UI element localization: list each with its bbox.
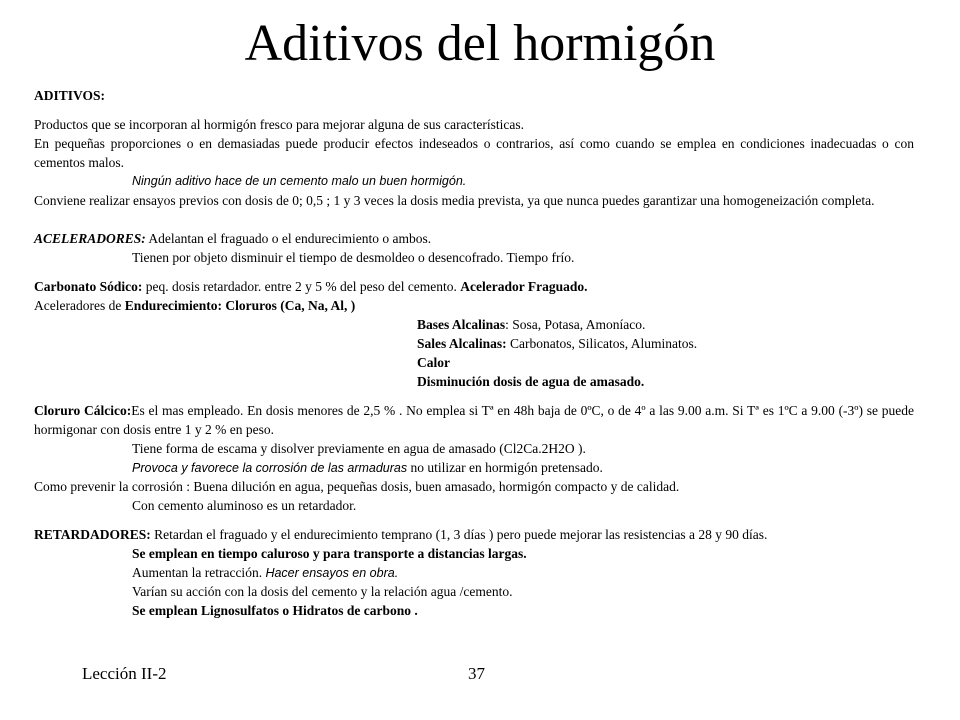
cloruro-prevenir: Como prevenir la corrosión : Buena dilución en agua, pequeñas dosis, buen amasado, hormigón compacto y de calidad. — [34, 479, 680, 494]
list-item-label: Calor — [417, 355, 450, 370]
page-number: 37 — [468, 664, 485, 683]
retardadores-label: RETARDADORES: — [34, 527, 151, 542]
retardadores-sub-3: Varían su acción con la dosis del cemento y la relación agua /cemento. — [132, 584, 513, 599]
cloruro-sub-3: Con cemento aluminoso es un retardador. — [132, 498, 357, 513]
list-item-label: Disminución dosis de agua de amasado. — [417, 374, 645, 389]
cloruro-sub-2-italic: Provoca y favorece la corrosión de las armaduras — [132, 461, 408, 475]
carbonato-label: Carbonato Sódico: — [34, 279, 143, 294]
list-item — [34, 372, 914, 391]
slide-content — [34, 86, 914, 620]
list-item — [34, 315, 914, 334]
aditivos-heading: ADITIVOS: — [34, 88, 105, 103]
list-item — [34, 334, 914, 353]
aceleradores-text: Adelantan el fraguado o el endurecimiento o ambos. — [145, 231, 432, 246]
retardadores-sub-2-italic: Hacer ensayos en obra. — [265, 566, 399, 580]
aceleradores-label: ACELERADORES: — [34, 231, 146, 246]
retardadores-sub-2 — [34, 563, 914, 582]
retardadores-text: Retardan el fraguado y el endurecimiento temprano (1, 3 días ) pero puede mejorar las resistencias a 28 y 90 días. — [150, 527, 768, 542]
endurecimiento-line — [34, 296, 914, 315]
cloruro-sub-1: Tiene forma de escama y disolver previamente en agua de amasado (Cl2Ca.2H2O ). — [132, 441, 586, 456]
list-item-text: : Sosa, Potasa, Amoníaco. — [505, 317, 646, 332]
aditivos-paragraph-3: Conviene realizar ensayos previos con dosis de 0; 0,5 ; 1 y 3 veces la dosis media prevista, ya que nunca puedes garantizar una homogeneización completa. — [34, 193, 875, 208]
list-item-label: Bases Alcalinas — [417, 317, 506, 332]
list-item-label: Sales Alcalinas: — [417, 336, 507, 351]
cloruro-sub-2 — [34, 458, 914, 477]
aceleradores-sub: Tienen por objeto disminuir el tiempo de desmoldeo o desencofrado. Tiempo frío. — [132, 250, 575, 265]
aditivos-paragraph-1: Productos que se incorporan al hormigón fresco para mejorar alguna de sus características. — [34, 117, 524, 132]
retardadores-line — [34, 525, 914, 544]
aditivos-paragraph-2: En pequeñas proporciones o en demasiadas puede producir efectos indeseados o contrarios, así como cuando se emplea en condiciones inadecuadas o con cementos malos. — [34, 136, 914, 170]
carbonato-tail: Acelerador Fraguado. — [460, 279, 588, 294]
cloruro-sub-2-rest: no utilizar en hormigón pretensado. — [407, 460, 603, 475]
aditivos-note: Ningún aditivo hace de un cemento malo un buen hormigón. — [132, 174, 467, 188]
list-item-text: Carbonatos, Silicatos, Aluminatos. — [506, 336, 698, 351]
page-title: Aditivos del hormigón — [244, 15, 716, 72]
list-item — [34, 353, 914, 372]
endurecimiento-pre: Aceleradores de — [34, 298, 125, 313]
cloruro-paragraph — [34, 401, 914, 439]
cloruro-label: Cloruro Cálcico: — [34, 403, 132, 418]
endurecimiento-bold: Endurecimiento: Cloruros (Ca, Na, Al, ) — [124, 298, 356, 313]
carbonato-text: peq. dosis retardador. entre 2 y 5 % del peso del cemento. — [142, 279, 461, 294]
carbonato-line — [34, 277, 914, 296]
retardadores-sub-1: Se emplean en tiempo caluroso y para transporte a distancias largas. — [132, 546, 527, 561]
retardadores-sub-4: Se emplean Lignosulfatos o Hidratos de carbono . — [132, 603, 418, 618]
retardadores-sub-2-text: Aumentan la retracción. — [132, 565, 266, 580]
footer-lesson: Lección II-2 — [82, 664, 167, 683]
cloruro-text: Es el mas empleado. En dosis menores de 2,5 % . No emplea si Tª en 48h baja de 0ºC, o de 4º a las 9.00 a.m. Si Tª es 1ºC a 9.00 (-3º) se puede hormigonar con dosis entre 1 y 2 % en peso. — [34, 403, 914, 437]
aceleradores-line — [34, 229, 914, 248]
